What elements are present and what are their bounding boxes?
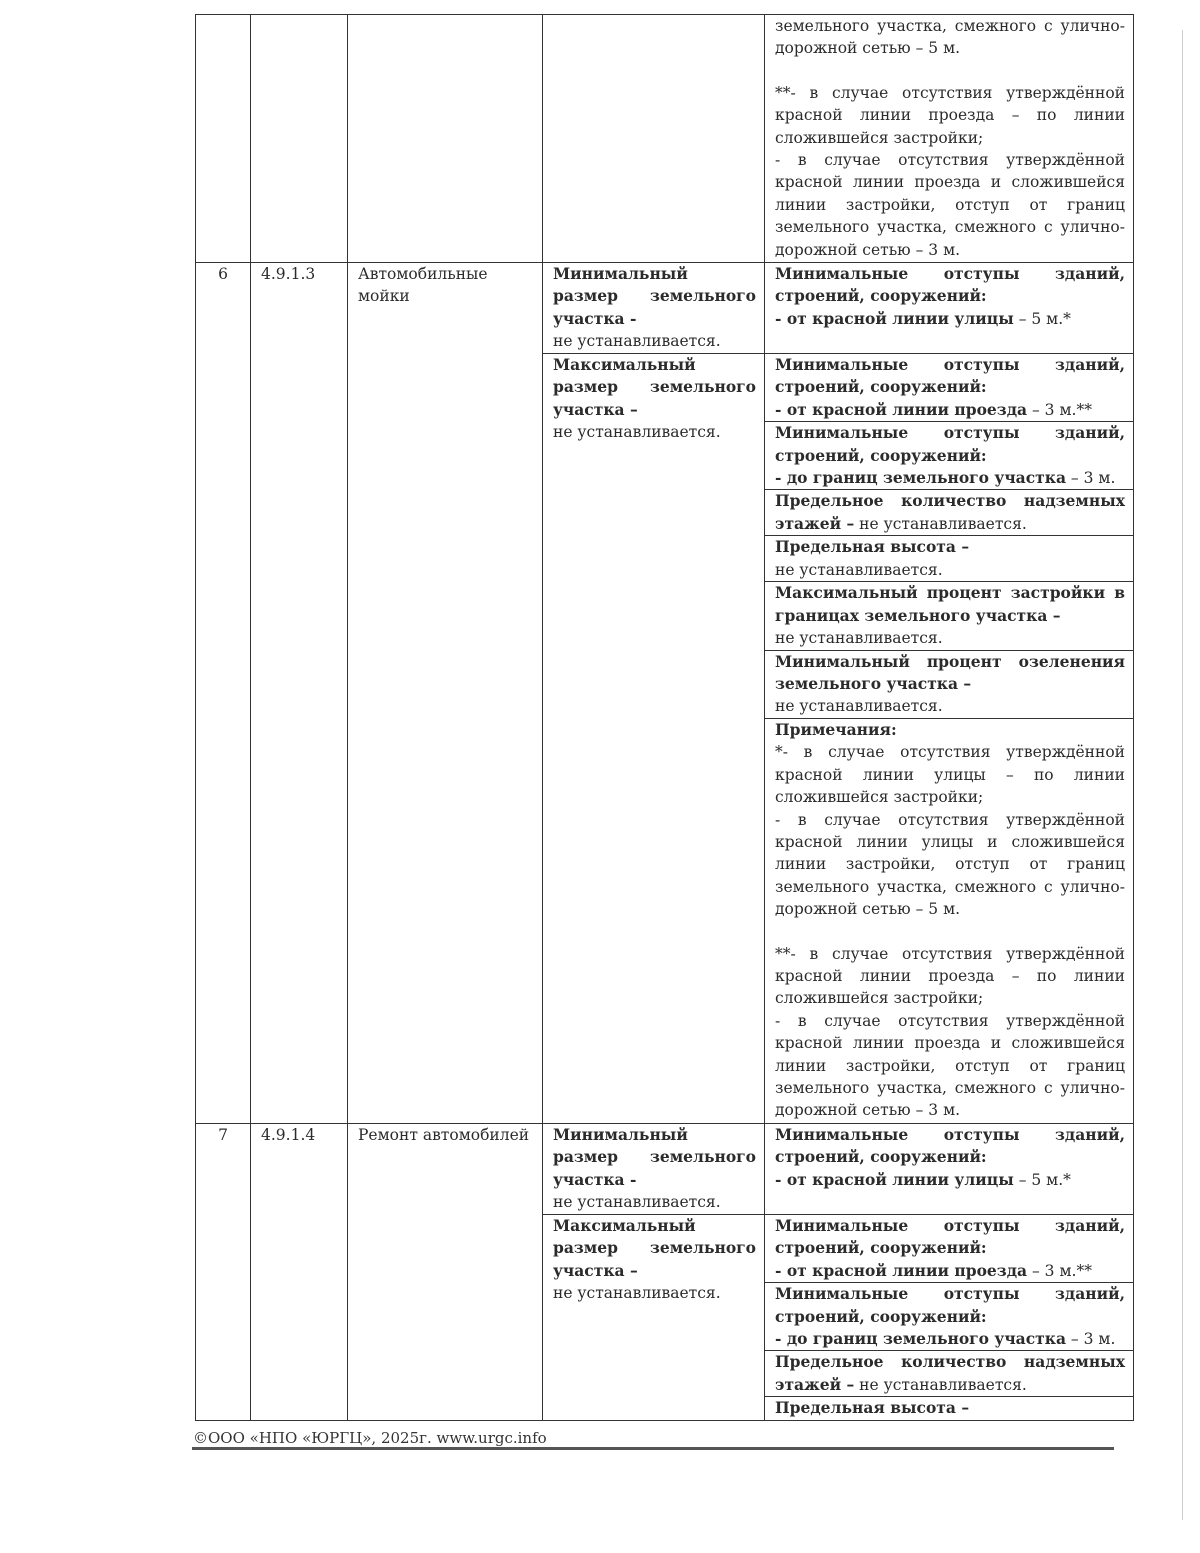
- cell-notes: [765, 718, 1134, 1123]
- cell-max-size: [543, 354, 765, 1124]
- cell-code: 4.9.1.3: [251, 263, 348, 1124]
- offset-boundary-label: - до границ земельного участка: [775, 468, 1066, 488]
- cell-greening: [765, 650, 1134, 718]
- cell-offset-boundary: [765, 422, 1134, 490]
- table-row: [196, 1123, 1134, 1214]
- offset-head: Минимальные отступы зданий, строений, сооружений:: [775, 264, 1125, 306]
- cell-num-empty: [196, 15, 251, 263]
- note-passage-2: - в случае отсутствия утверждённой красной линии проезда и сложившейся линии застройки, отступ от границ земельного участка, смежного с улично-дорожной сетью – 3 м.: [775, 151, 1125, 259]
- cell-min-size: [543, 1123, 765, 1214]
- offset-street-value: – 5 м.*: [1013, 1170, 1071, 1189]
- offset-street-label: - от красной линии улицы: [775, 1169, 1014, 1189]
- offset-passage-label: - от красной линии проезда: [775, 1260, 1028, 1280]
- cell-code: 4.9.1.4: [251, 1123, 348, 1420]
- note-passage-2: - в случае отсутствия утверждённой красной линии проезда и сложившейся линии застройки, отступ от границ земельного участка, смежного с улично-дорожной сетью – 3 м.: [775, 1011, 1125, 1120]
- cell-use-name: Ремонт автомобилей: [348, 1123, 543, 1420]
- offset-passage-value: – 3 м.**: [1027, 400, 1092, 419]
- greening-value: не устанавливается.: [775, 697, 943, 716]
- cell-coverage: [765, 582, 1134, 650]
- offset-passage-value: – 3 м.**: [1027, 1261, 1092, 1280]
- max-size-label: Максимальный размер земельного участка –: [553, 1215, 756, 1280]
- table-row: [196, 263, 1134, 354]
- cell-offset-street: [765, 1123, 1134, 1214]
- regulations-table: [195, 14, 1134, 1421]
- note-street-2: - в случае отсутствия утверждённой красной линии улицы и сложившейся линии застройки, отступ от границ земельного участка, смежного с улично-дорожной сетью – 5 м.: [775, 810, 1125, 919]
- table-row-continued: [196, 15, 1134, 263]
- floors-label: Предельное количество надземных этажей –: [775, 491, 1125, 533]
- max-size-value: не устанавливается.: [553, 423, 721, 442]
- cell-notes-continued: [765, 15, 1134, 263]
- offset-boundary-value: – 3 м.: [1066, 469, 1116, 488]
- cell-offset-passage: [765, 1214, 1134, 1282]
- coverage-value: не устанавливается.: [775, 629, 943, 648]
- cell-floors: [765, 1351, 1134, 1397]
- cell-code-empty: [251, 15, 348, 263]
- min-size-label: Минимальный размер земельного участка -: [553, 1124, 756, 1189]
- height-label: Предельная высота –: [775, 1398, 970, 1418]
- offset-head: Минимальные отступы зданий, строений, сооружений:: [775, 1215, 1125, 1258]
- page-footer: ©ООО «НПО «ЮРГЦ», 2025г. www.urgc.info: [193, 1429, 547, 1447]
- cell-num: 6: [196, 263, 251, 1124]
- note-passage-1: **- в случае отсутствия утверждённой красной линии проезда – по линии сложившейся застройки;: [775, 83, 1125, 147]
- min-size-value: не устанавливается.: [553, 1193, 721, 1212]
- cell-offset-passage: [765, 354, 1134, 422]
- min-size-label: Минимальный размер земельного участка -: [553, 264, 756, 328]
- cell-offset-street: [765, 263, 1134, 354]
- note-street-1: *- в случае отсутствия утверждённой красной линии улицы – по линии сложившейся застройки;: [775, 743, 1125, 807]
- max-size-label: Максимальный размер земельного участка –: [553, 355, 756, 419]
- offset-street-label: - от красной линии улицы: [775, 308, 1014, 328]
- min-size-value: не устанавливается.: [553, 332, 721, 351]
- note-passage-1: **- в случае отсутствия утверждённой красной линии проезда – по линии сложившейся застройки;: [775, 944, 1125, 1008]
- coverage-label: Максимальный процент застройки в границах земельного участка –: [775, 583, 1125, 625]
- cell-max-size: [543, 1214, 765, 1420]
- height-label: Предельная высота –: [775, 537, 970, 557]
- height-value: не устанавливается.: [775, 560, 943, 579]
- cell-height: [765, 536, 1134, 582]
- offset-head: Минимальные отступы зданий, строений, сооружений:: [775, 423, 1125, 465]
- cell-height: [765, 1397, 1134, 1421]
- cell-num: 7: [196, 1123, 251, 1420]
- cell-min-size: [543, 263, 765, 354]
- offset-boundary-value: – 3 м.: [1066, 1329, 1116, 1348]
- offset-boundary-label: - до границ земельного участка: [775, 1328, 1066, 1348]
- offset-head: Минимальные отступы зданий, строений, сооружений:: [775, 1284, 1125, 1326]
- offset-head: Минимальные отступы зданий, строений, сооружений:: [775, 1124, 1125, 1167]
- max-size-value: не устанавливается.: [553, 1284, 721, 1303]
- scan-edge-line: [1182, 30, 1183, 1520]
- offset-street-value: – 5 м.*: [1013, 309, 1071, 328]
- offset-head: Минимальные отступы зданий, строений, сооружений:: [775, 355, 1125, 397]
- cell-name-empty: [348, 15, 543, 263]
- footer-rule: [192, 1447, 1114, 1450]
- floors-value: не устанавливается.: [854, 514, 1027, 533]
- notes-label: Примечания:: [775, 719, 897, 739]
- floors-value: не устанавливается.: [854, 1375, 1027, 1394]
- cell-floors: [765, 490, 1134, 536]
- offset-passage-label: - от красной линии проезда: [775, 399, 1028, 419]
- greening-label: Минимальный процент озеленения земельного участка –: [775, 651, 1125, 694]
- cell-use-name: Автомобильные мойки: [348, 263, 543, 1124]
- note-street-fallback-end: земельного участка, смежного с улично-дорожной сетью – 5 м.: [775, 17, 1125, 58]
- floors-label: Предельное количество надземных этажей –: [775, 1352, 1125, 1394]
- cell-offset-boundary: [765, 1283, 1134, 1351]
- cell-size-empty: [543, 15, 765, 263]
